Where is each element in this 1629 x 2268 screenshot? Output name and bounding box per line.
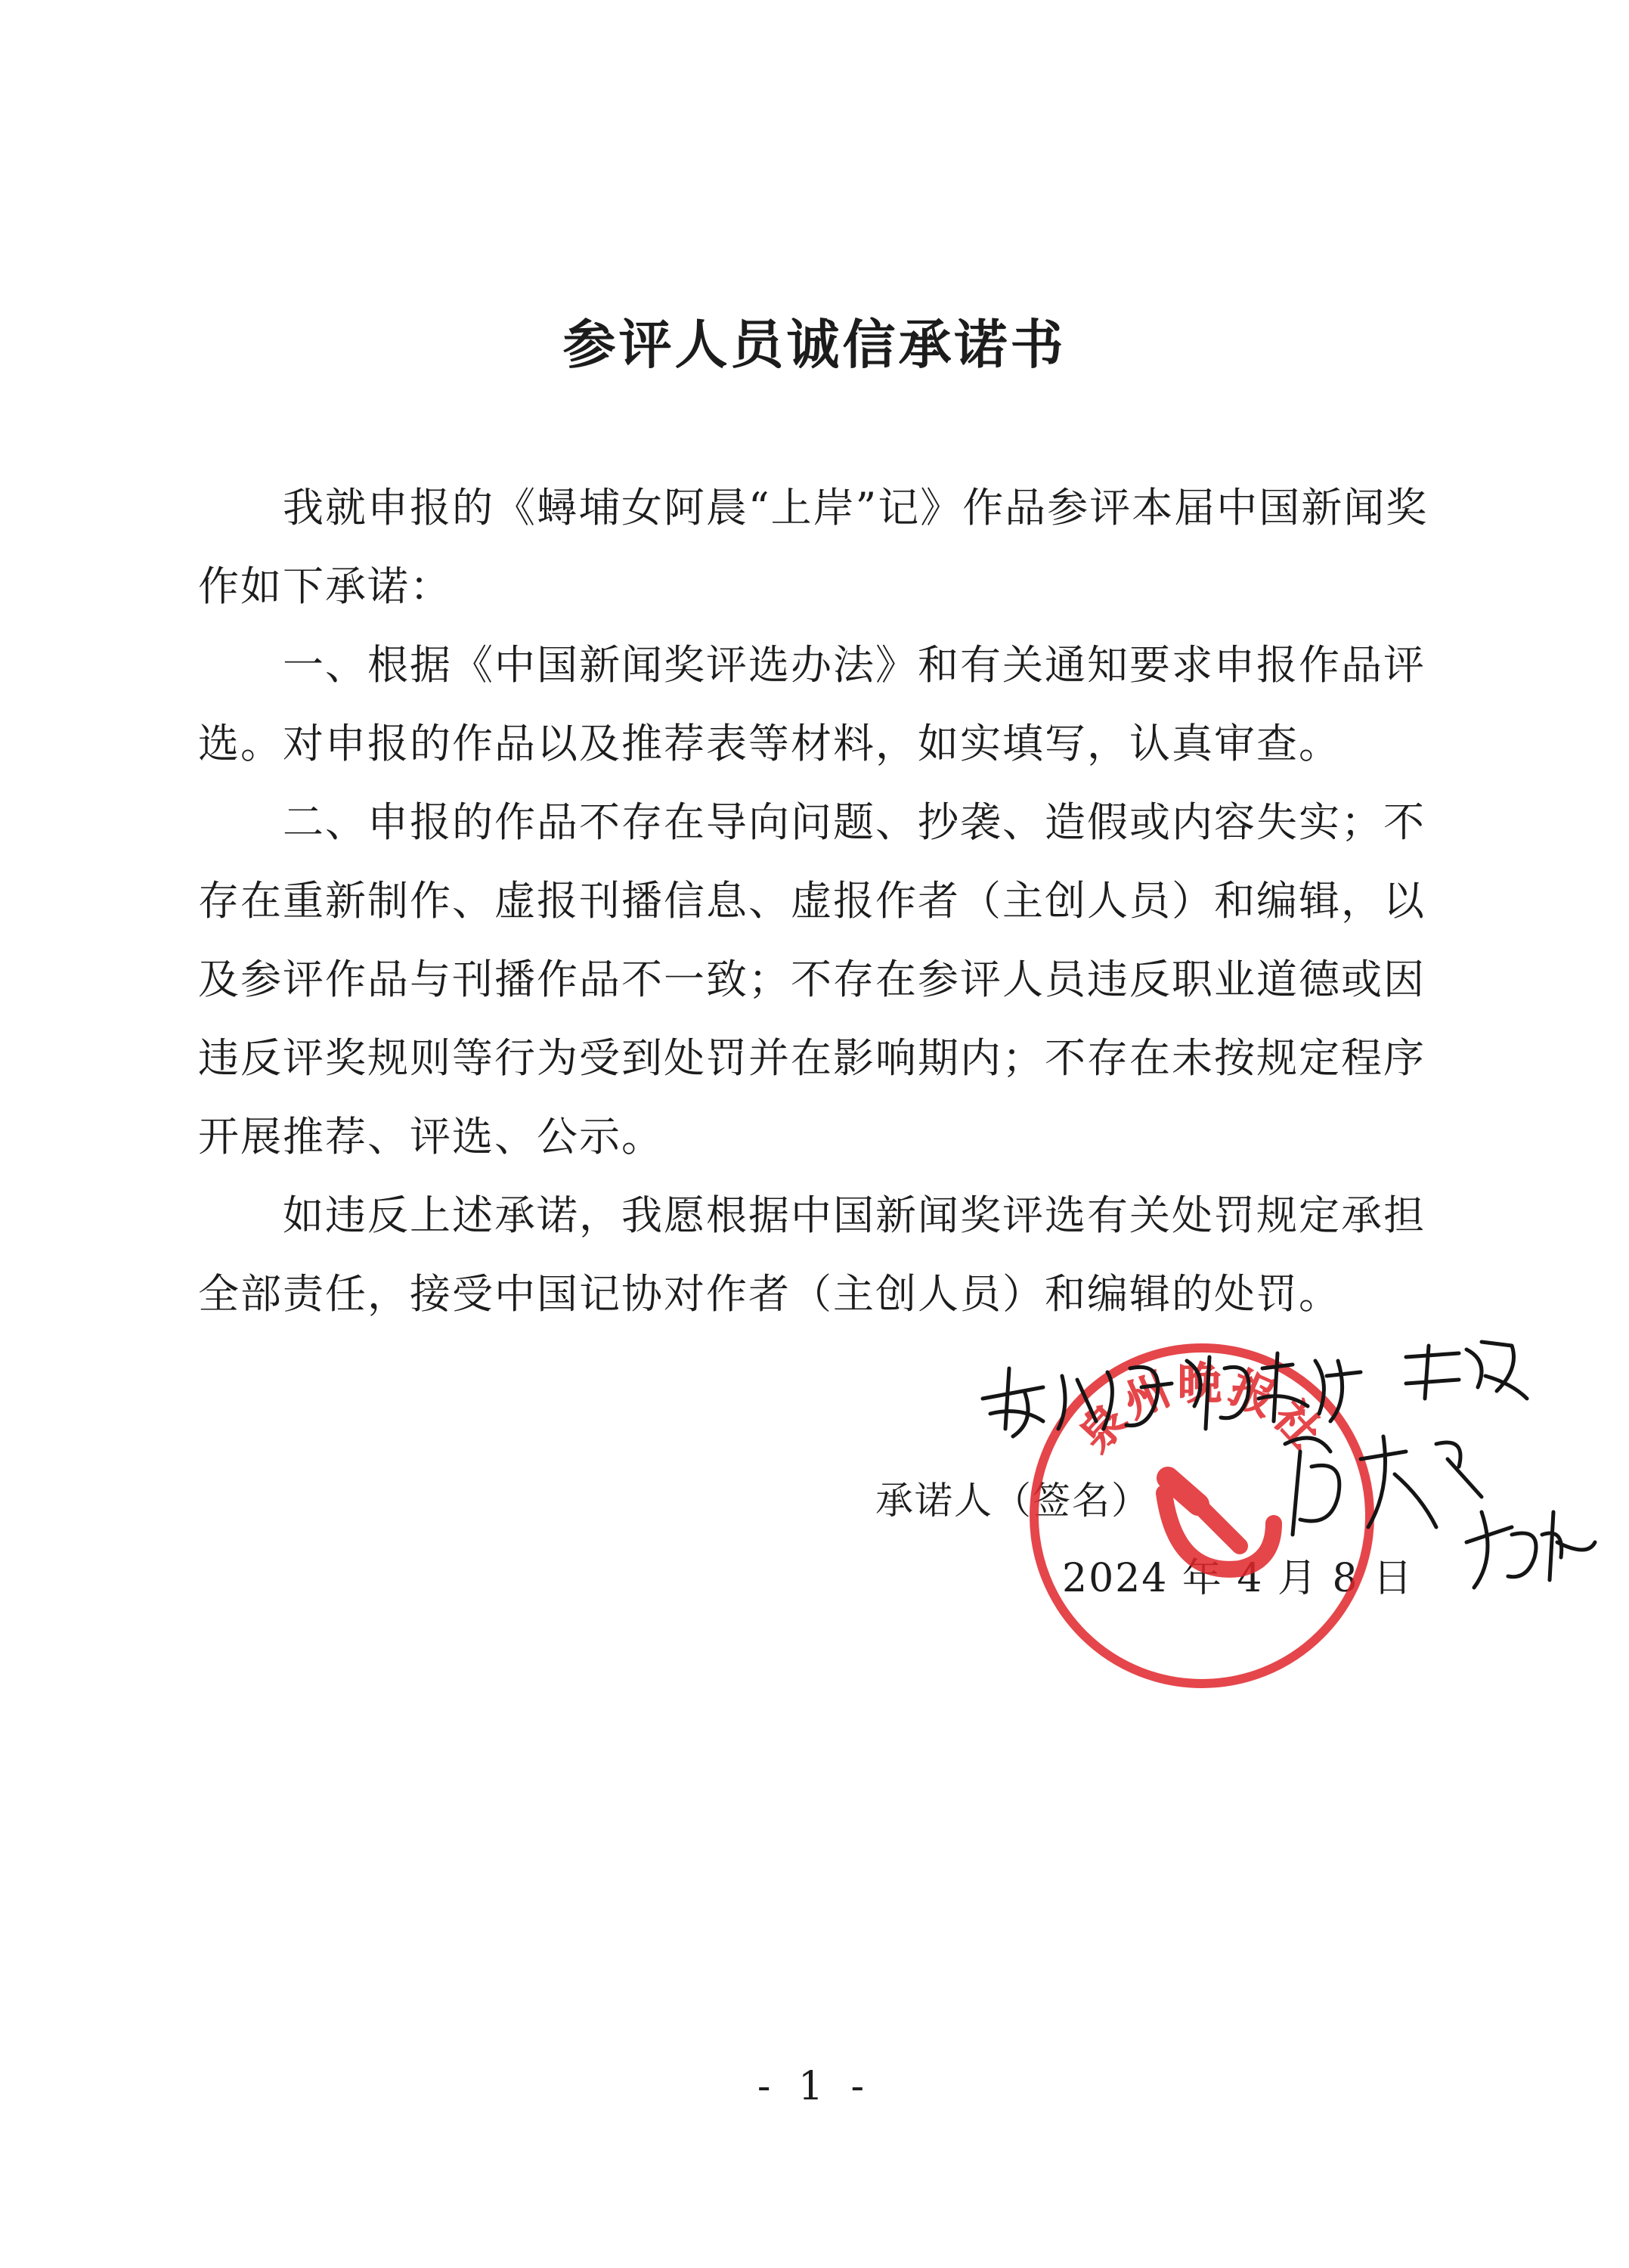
signature-label: 承诺人（签名） — [875, 1479, 1151, 1523]
paragraph-commitment-2: 二、申报的作品不存在导向问题、抄袭、造假或内容失实；不存在重新制作、虚报刊播信息、虚报作者（主创人员）和编辑，以及参评作品与刊播作品不一致；不存在参评人员违反职业道德或因违反评奖规则等行为受到处罚并在影响期内；不存在未按规定程序开展推荐、评选、公示。 — [198, 798, 1426, 1160]
handwritten-signatures — [937, 1315, 1603, 1603]
signature-date: 2024 年 4 月 8 日 — [1062, 1556, 1414, 1601]
document-title: 参评人员诚信承诺书 — [562, 314, 1067, 376]
paragraph-liability: 如违反上述承诺，我愿根据中国新闻奖评选有关处罚规定承担全部责任，接受中国记协对作者（主创人员）和编辑的处罚。 — [198, 1191, 1426, 1318]
svg-text:泉州晚报社: 泉州晚报社 — [1069, 1357, 1335, 1461]
paragraph-intro: 我就申报的《蟳埔女阿晨“上岸”记》作品参评本届中国新闻奖作如下承诺： — [198, 484, 1429, 610]
document-body — [198, 469, 1430, 1334]
page-number: - 1 - — [757, 2064, 872, 2109]
paragraph-commitment-1: 一、根据《中国新闻奖评选办法》和有关通知要求申报作品评选。对申报的作品以及推荐表等材料，如实填写，认真审查。 — [198, 641, 1426, 767]
